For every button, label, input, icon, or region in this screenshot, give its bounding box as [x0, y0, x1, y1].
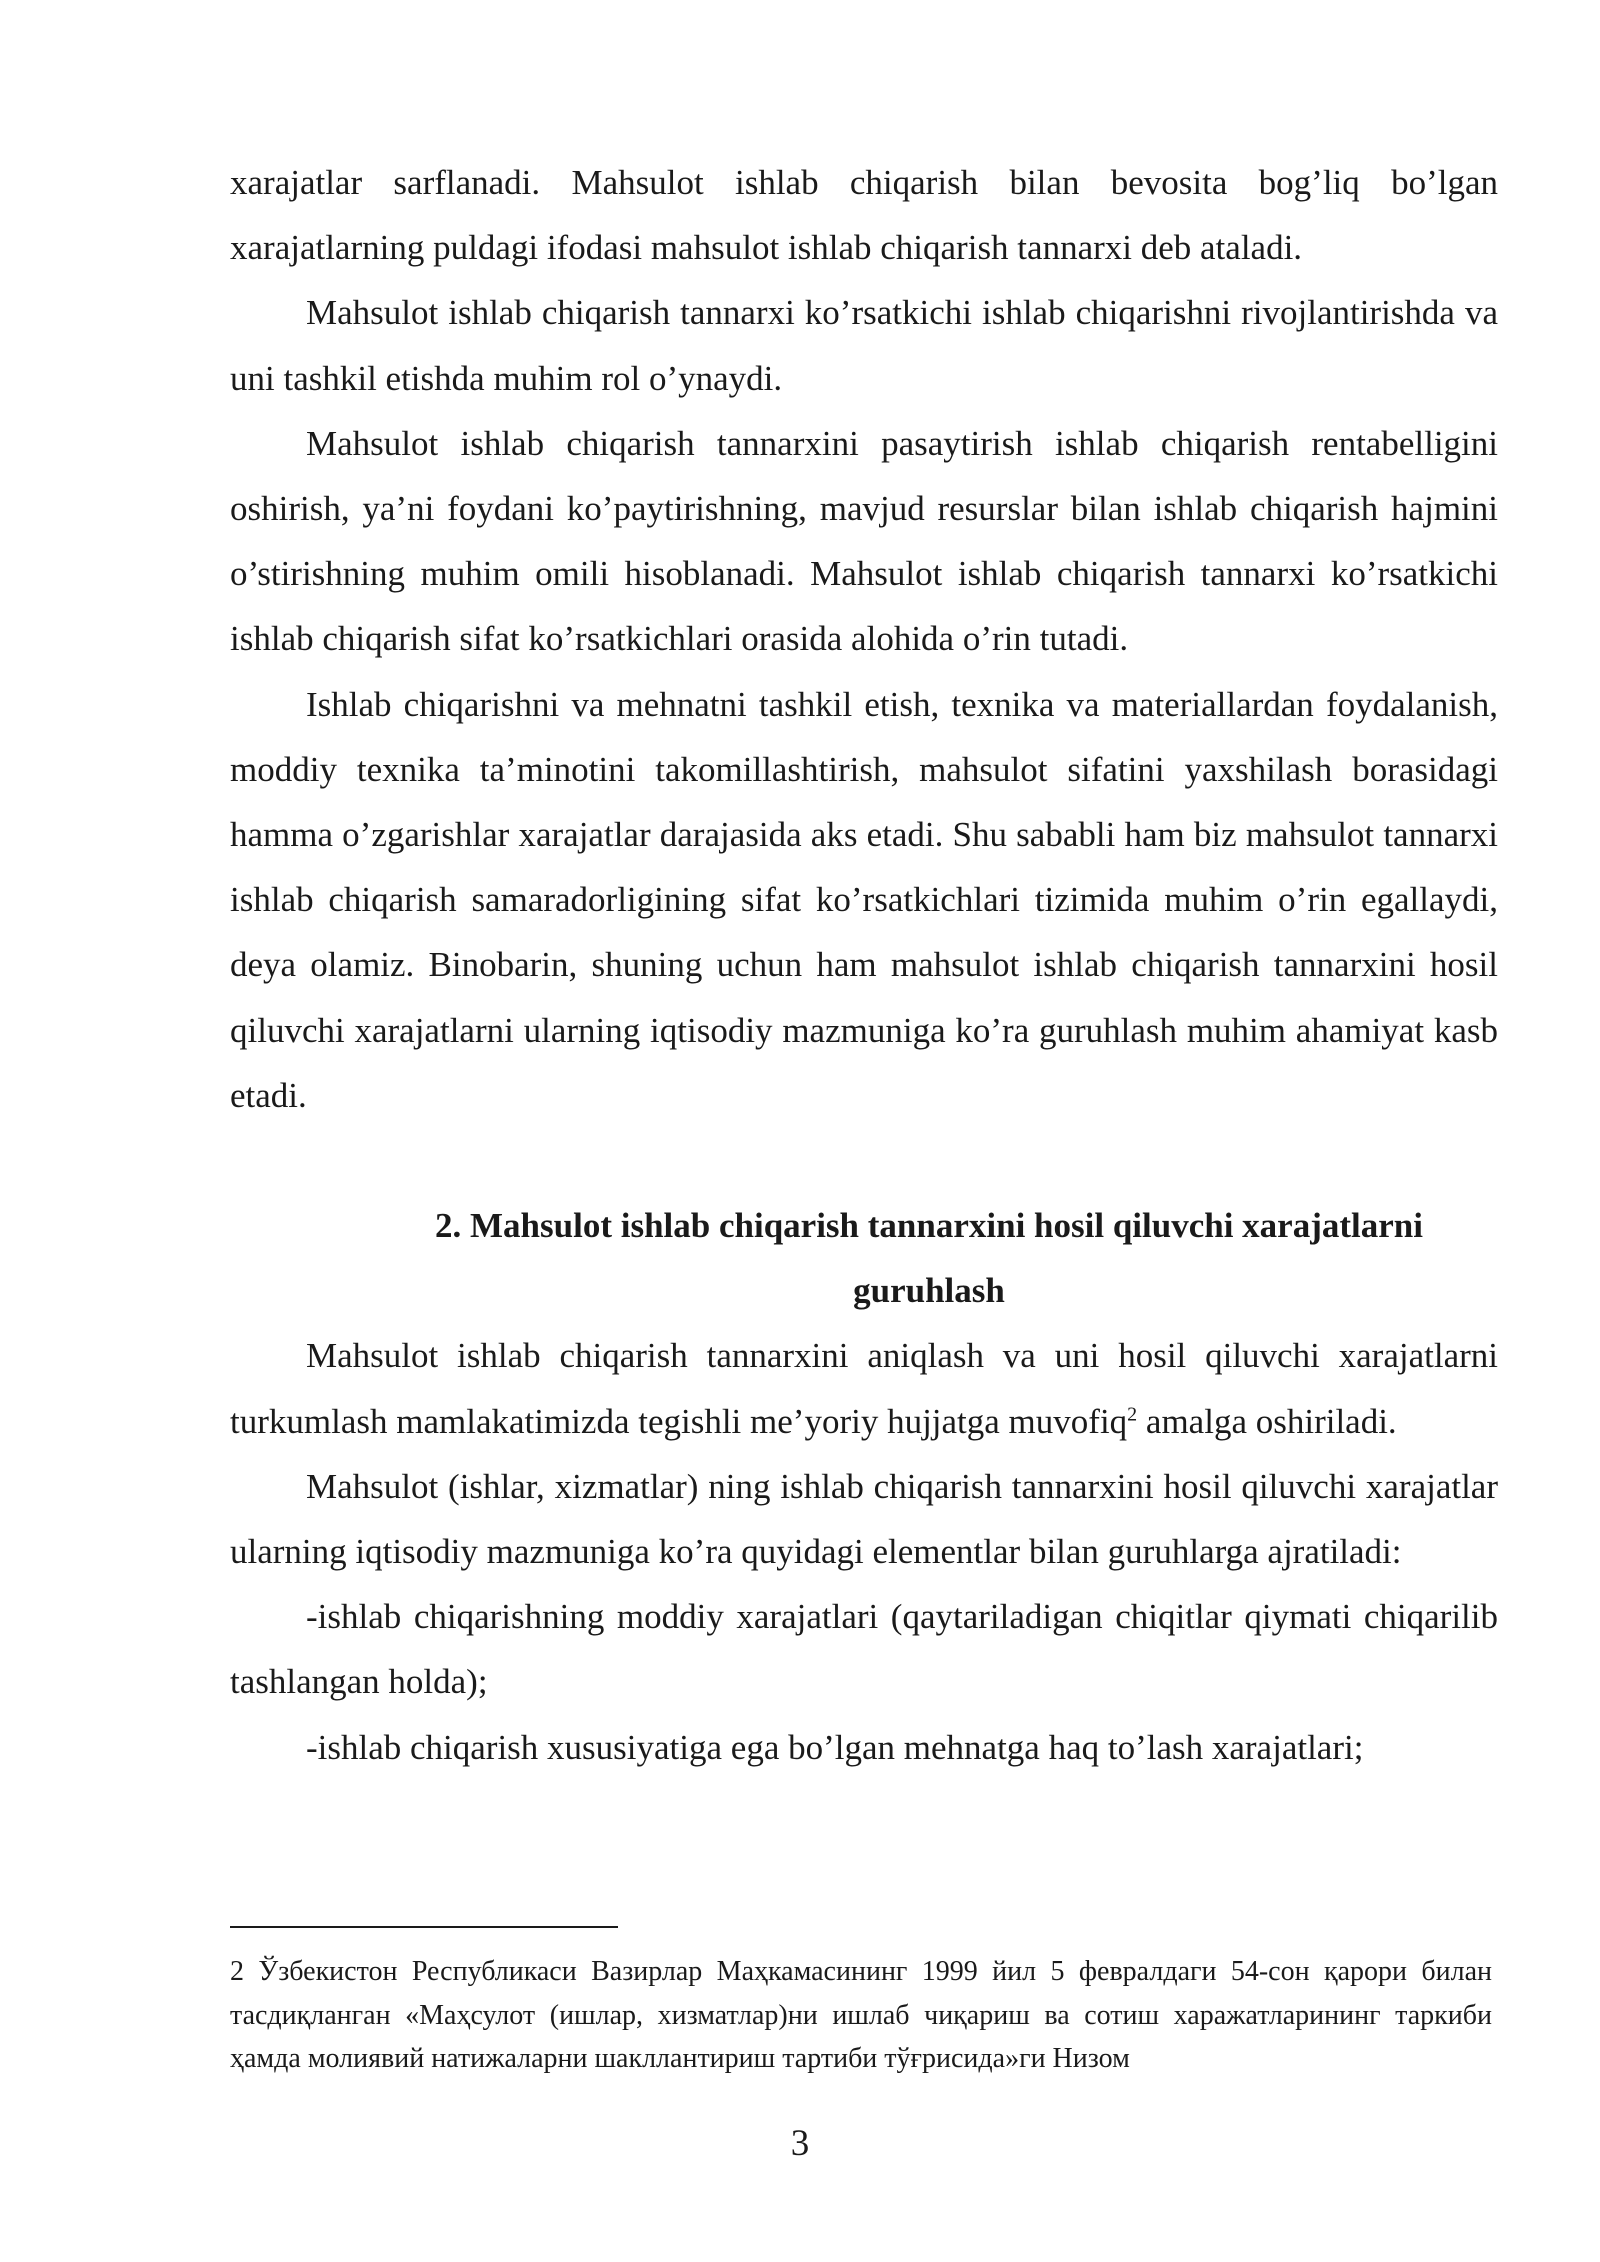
paragraph-5-text-end: amalga oshiriladi.	[1137, 1401, 1397, 1441]
paragraph-6: Mahsulot (ishlar, xizmatlar) ning ishlab chiqarish tannarxini hosil qiluvchi xarajatlar ularning iqtisodiy mazmuniga ko’ra quyidagi elementlar bilan guruhlarga ajratiladi:	[230, 1466, 1498, 1572]
section-heading-line-1: 2. Mahsulot ishlab chiqarish tannarxini hosil qiluvchi xarajatlarni	[435, 1206, 1423, 1246]
paragraph-2: Mahsulot ishlab chiqarish tannarxi ko’rsatkichi ishlab chiqarishni rivojlantirishda va uni tashkil etishda muhim rol o’ynaydi.	[230, 293, 1498, 398]
list-item-text: ishlab chiqarish xususiyatiga ega bo’lgan mehnatga haq to’lash xarajatlari;	[317, 1727, 1364, 1767]
list-item-text: ishlab chiqarishning moddiy xarajatlari (qaytariladigan chiqitlar qiymati chiqarilib tashlangan holda);	[230, 1597, 1498, 1702]
paragraph-5-text: Mahsulot ishlab chiqarish tannarxini aniqlash va uni hosil qiluvchi xarajatlarni turkumlash mamlakatimizda tegishli me’yoriy hujjatga muvofiq	[230, 1336, 1498, 1441]
paragraph-1: xarajatlar sarflanadi. Mahsulot ishlab chiqarish bilan bevosita bog’liq bo’lgan xarajatlarning puldagi ifodasi mahsulot ishlab chiqarish tannarxi deb ataladi.	[230, 163, 1498, 268]
list-item	[230, 1715, 1498, 1780]
footnote-reference[interactable]: 2	[1127, 1403, 1138, 1425]
paragraph-4: Ishlab chiqarishni va mehnatni tashkil etish, texnika va materiallardan foydalanish, moddiy texnika ta’minotini takomillashtirish, mahsulot sifatini yaxshilash borasidagi hamma o’zgarishlar xarajatlar darajasida aks etadi. Shu sababli ham biz mahsulot tannarxi ishlab chiqarish samaradorligining sifat ko’rsatkichlari tizimida muhim o’rin egallaydi, deya olamiz. Binobarin, shuning uchun ham mahsulot ishlab chiqarish tannarxini hosil qiluvchi xarajatlarni ularning iqtisodiy mazmuniga ko’ra guruhlash muhim ahamiyat kasb etadi.	[230, 684, 1498, 1115]
list-item	[230, 1584, 1498, 1714]
page-number: 3	[790, 2123, 810, 2164]
section-heading	[230, 1193, 1498, 1323]
paragraph-3: Mahsulot ishlab chiqarish tannarxini pasaytirish ishlab chiqarish rentabelligini oshirish, ya’ni foydani ko’paytirishning, mavjud resurslar bilan ishlab chiqarish hajmini o’stirishning muhim omili hisoblanadi. Mahsulot ishlab chiqarish tannarxi ko’rsatkichi ishlab chiqarish sifat ko’rsatkichlari orasida alohida o’rin tutadi.	[230, 423, 1498, 659]
footnote-separator	[230, 1926, 618, 1928]
footnote-text: 2 Ўзбекистон Республикаси Вазирлар Маҳкамасининг 1999 йил 5 февралдаги 54-сон қарори билан тасдиқланган «Маҳсулот (ишлар, хизматлар)ни ишлаб чиқариш ва сотиш харажатларининг таркиби ҳамда молиявий натижаларни шакллантириш тартиби тўғрисида»ги Низом	[230, 1956, 1492, 2074]
section-heading-line-2: guruhlash	[853, 1271, 1005, 1311]
paragraph-5	[230, 1323, 1498, 1453]
page-body	[230, 150, 1498, 1780]
section-spacer	[230, 1128, 1498, 1193]
list-dash: -	[306, 1597, 318, 1637]
list-dash: -	[306, 1727, 318, 1767]
